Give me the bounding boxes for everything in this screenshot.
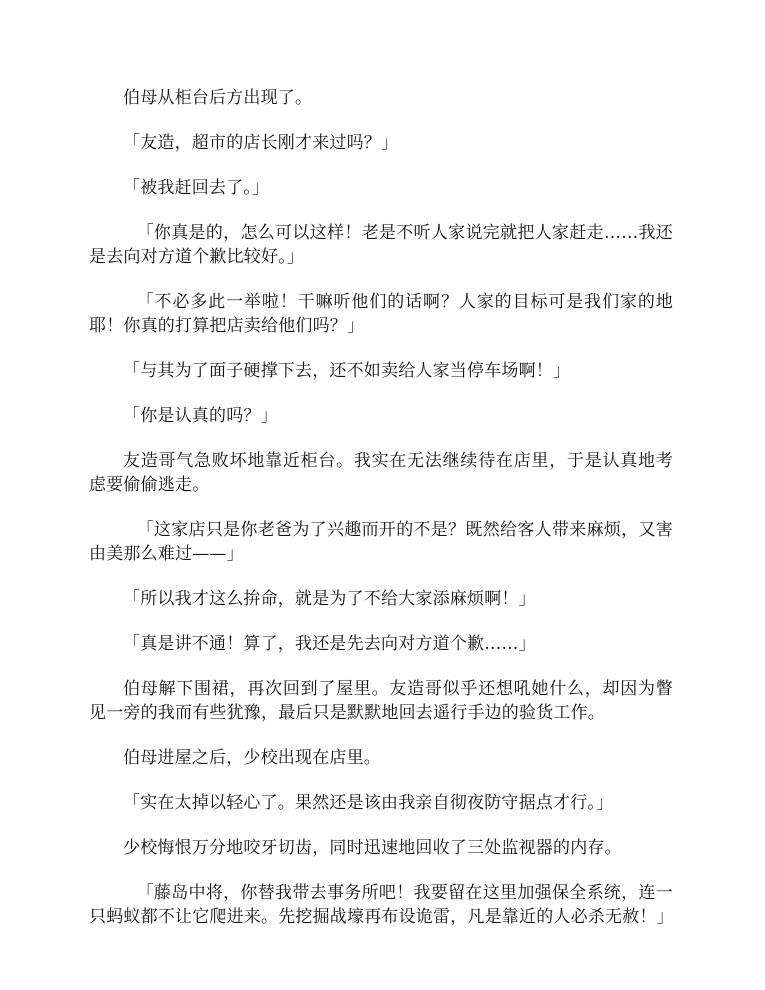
paragraph: 「不必多此一举啦！干嘛听他们的话啊？人家的目标可是我们家的地耶！你真的打算把店卖给他们吗？」 xyxy=(89,292,673,336)
paragraph: 伯母解下围裙，再次回到了屋里。友造哥似乎还想吼她什么，却因为瞥见一旁的我而有些犹豫，最后只是默默地回去遥行手边的验货工作。 xyxy=(89,679,673,723)
paragraph: 伯母进屋之后，少校出现在店里。 xyxy=(123,748,381,768)
paragraph: 「友造，超市的店长刚才来过吗？」 xyxy=(123,133,399,153)
paragraph: 「你是认真的吗？」 xyxy=(123,406,278,426)
paragraph: 「与其为了面子硬撑下去，还不如卖给人家当停车场啊！」 xyxy=(123,361,571,381)
paragraph: 友造哥气急败坏地靠近柜台。我实在无法继续待在店里，于是认真地考虑要偷偷逃走。 xyxy=(89,451,673,495)
paragraph: 「这家店只是你老爸为了兴趣而开的不是？既然给客人带来麻烦，又害由美那么难过——」 xyxy=(89,520,673,564)
paragraph: 少校悔恨万分地咬牙切齿，同时迅速地回收了三处监视器的内存。 xyxy=(123,838,622,858)
paragraph: 「所以我才这么拚命，就是为了不给大家添麻烦啊！」 xyxy=(123,589,536,609)
paragraph: 伯母从柜台后方出现了。 xyxy=(123,88,313,108)
paragraph: 「实在太掉以轻心了。果然还是该由我亲自彻夜防守据点才行。」 xyxy=(123,793,614,813)
paragraph: 「真是讲不通！算了，我还是先去向对方道个歉……」 xyxy=(123,634,536,654)
paragraph: 「藤岛中将，你替我带去事务所吧！我要留在这里加强保全系统，连一只蚂蚁都不让它爬进来。先挖掘战壕再布设诡雷，凡是靠近的人必杀无赦！」 xyxy=(89,883,674,927)
document-page xyxy=(89,86,673,950)
paragraph: 「被我赶回去了。」 xyxy=(123,178,270,198)
paragraph: 「你真是的，怎么可以这样！老是不听人家说完就把人家赶走……我还是去向对方道个歉比较好。」 xyxy=(89,223,673,267)
